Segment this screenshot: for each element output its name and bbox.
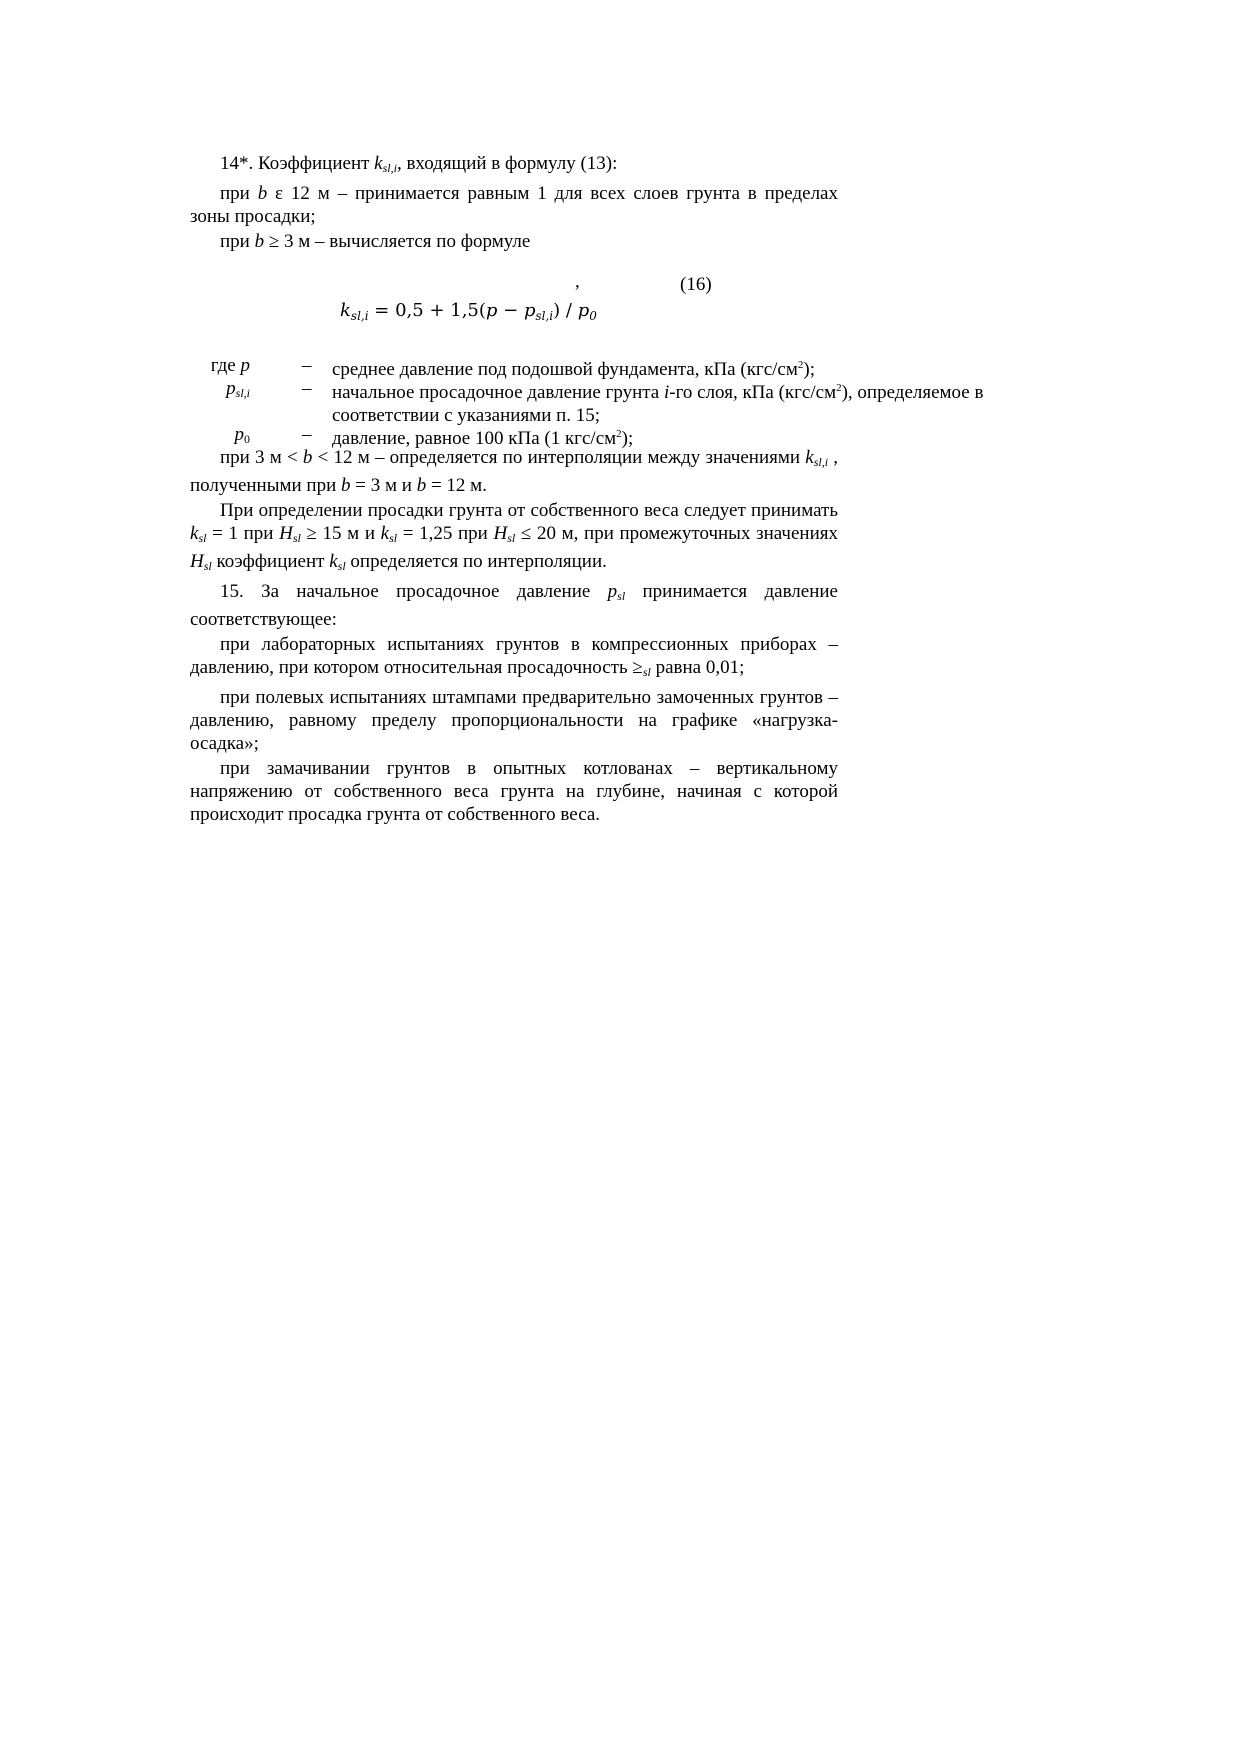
text: давление, равное 100 кПа (1 кгс/см bbox=[332, 428, 617, 449]
legend-dash: – bbox=[302, 378, 312, 399]
symbol-epsilon: ≥ bbox=[632, 657, 643, 678]
text: при bbox=[220, 231, 255, 252]
subscript: sl bbox=[203, 559, 212, 573]
subscript: sl bbox=[198, 531, 207, 545]
text: 14*. Коэффициент bbox=[220, 153, 375, 174]
formula-number: (16) bbox=[680, 274, 712, 295]
superscript: 2 bbox=[836, 382, 842, 394]
symbol-legend bbox=[190, 354, 1070, 449]
text: = 1 при bbox=[206, 523, 280, 544]
subscript: sl,i bbox=[350, 309, 369, 323]
text-block-top bbox=[190, 152, 838, 253]
text: принимается давление соответствующее: bbox=[190, 581, 838, 630]
symbol-k: k bbox=[374, 153, 383, 174]
formula-comma: , bbox=[575, 271, 580, 292]
text: начальное просадочное давление грунта bbox=[332, 382, 664, 403]
text: < 12 м – определяется по интерполяции между значениями bbox=[312, 447, 806, 468]
symbol-b: b bbox=[416, 475, 427, 496]
symbol-k: k bbox=[329, 551, 338, 572]
paragraph-interpolation bbox=[190, 446, 838, 497]
text: ); bbox=[803, 359, 815, 380]
text: 15. За начальное просадочное давление bbox=[220, 581, 608, 602]
text: = 1,25 при bbox=[397, 523, 494, 544]
formula-16 bbox=[190, 270, 750, 330]
text: при bbox=[220, 183, 258, 204]
text: равна 0,01; bbox=[650, 657, 745, 678]
subscript: sl bbox=[617, 589, 626, 603]
legend-dash: – bbox=[302, 355, 312, 376]
text: − bbox=[497, 300, 524, 321]
subscript: 0 bbox=[589, 309, 597, 323]
text: -го слоя, кПа (кгс/см bbox=[669, 382, 837, 403]
paragraph-b-12 bbox=[190, 182, 838, 228]
symbol-p: p bbox=[234, 424, 244, 445]
legend-symbol bbox=[211, 354, 250, 377]
superscript: 2 bbox=[797, 359, 804, 371]
symbol-b: b bbox=[341, 475, 351, 496]
subscript: sl,i bbox=[813, 455, 829, 469]
symbol-p0: p bbox=[577, 300, 590, 321]
paragraph-b-3 bbox=[190, 230, 838, 253]
subscript: 0 bbox=[244, 432, 250, 446]
symbol-i: i bbox=[663, 382, 670, 403]
symbol-b: b bbox=[302, 447, 313, 468]
paragraph-lab-tests bbox=[190, 633, 838, 684]
text: При определении просадки грунта от собственного веса следует принимать bbox=[220, 500, 838, 521]
symbol-p: p bbox=[240, 355, 250, 376]
subscript: sl,i bbox=[535, 309, 554, 323]
superscript: 2 bbox=[616, 428, 622, 440]
symbol-h: H bbox=[190, 551, 204, 572]
legend-dash: – bbox=[302, 424, 312, 445]
text: ≤ 20 м, при промежуточных значениях bbox=[515, 523, 838, 544]
text: определяется по интерполяции. bbox=[345, 551, 607, 572]
symbol-p: p bbox=[607, 581, 618, 602]
text: ε 12 м – принимается равным 1 для всех слоев грунта в пределах зоны просадки; bbox=[190, 183, 838, 227]
symbol-b: b bbox=[257, 183, 268, 204]
paragraph-15 bbox=[190, 580, 838, 631]
legend-row-p0 bbox=[190, 423, 1070, 449]
subscript: sl bbox=[337, 559, 346, 573]
text: ) / bbox=[553, 300, 578, 321]
legend-symbol bbox=[226, 377, 250, 405]
subscript: sl,i bbox=[235, 386, 250, 400]
paragraph-field-tests: при полевых испытаниях штампами предварительно замоченных грунтов – давлению, равному пределу пропорциональности на графике «нагрузка-осадка»; bbox=[190, 687, 838, 754]
subscript: sl bbox=[292, 531, 301, 545]
text: = 3 м и bbox=[350, 475, 417, 496]
symbol-k: k bbox=[805, 447, 814, 468]
legend-description bbox=[332, 377, 1072, 427]
symbol-k: k bbox=[380, 523, 390, 544]
subscript: sl,i bbox=[382, 161, 397, 175]
formula-expression bbox=[340, 299, 597, 328]
legend-row-psl bbox=[190, 377, 1070, 426]
paragraph-own-weight bbox=[190, 499, 838, 578]
text: ≥ 15 м и bbox=[300, 523, 381, 544]
text: при 3 м < bbox=[220, 447, 303, 468]
text: где bbox=[210, 355, 241, 376]
text: среднее давление под подошвой фундамента, кПа (кгс/см bbox=[332, 359, 798, 380]
symbol-b: b bbox=[254, 231, 265, 252]
symbol-h: H bbox=[279, 523, 293, 544]
subscript: sl bbox=[642, 665, 651, 679]
symbol-k: k bbox=[340, 300, 351, 321]
text: , входящий в формулу (13): bbox=[396, 153, 618, 174]
paragraph-pit-soaking: при замачивании грунтов в опытных котлованах – вертикальному напряжению от собственного веса грунта на глубине, начиная с которой происходит просадка грунта от собственного веса. bbox=[190, 758, 838, 825]
symbol-p: p bbox=[523, 300, 536, 321]
symbol-p: p bbox=[485, 300, 498, 321]
symbol-k: k bbox=[190, 523, 199, 544]
text: при лабораторных испытаниях грунтов в компрессионных приборах – давлению, при котором относительная просадочность bbox=[190, 634, 838, 678]
text: ≥ 3 м – вычисляется по формуле bbox=[264, 231, 531, 252]
paragraph-14 bbox=[190, 152, 838, 180]
text-block-bottom bbox=[190, 446, 838, 826]
text: коэффициент bbox=[211, 551, 330, 572]
text: = 12 м. bbox=[426, 475, 487, 496]
text: , полученными при bbox=[190, 447, 839, 496]
subscript: sl bbox=[389, 531, 398, 545]
symbol-h: H bbox=[493, 523, 508, 544]
text: = 0,5 + 1,5( bbox=[368, 300, 486, 321]
text: ); bbox=[621, 428, 634, 449]
subscript: sl bbox=[507, 531, 516, 545]
symbol-p: p bbox=[226, 378, 236, 399]
text: ), определяемое в соответствии с указаниями п. 15; bbox=[332, 382, 984, 426]
legend-row-p bbox=[190, 354, 1070, 380]
